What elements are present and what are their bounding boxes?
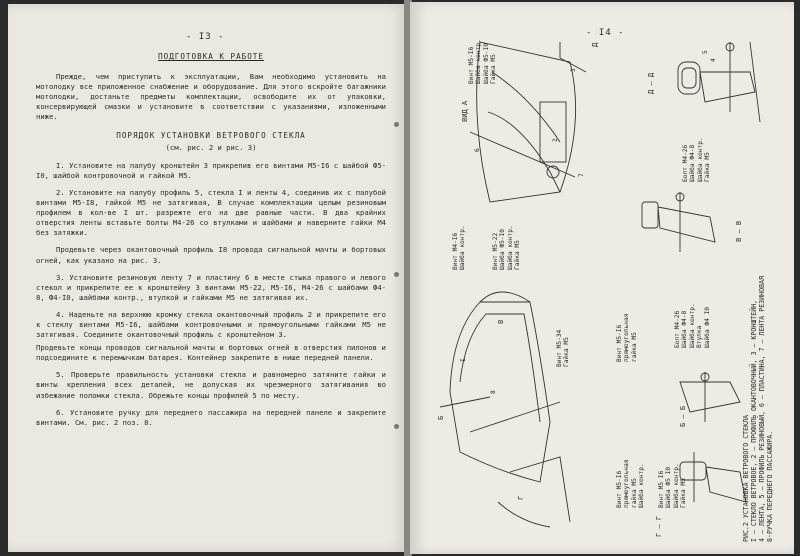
marker-g: Г: [517, 495, 525, 500]
callout-b1: Винт М5 I6 Шайба Ф5 I0 Шайба контр. Гайка М5: [658, 463, 688, 508]
section-heading: ПОРЯДОК УСТАНОВКИ ВЕТРОВОГО СТЕКЛА: [116, 130, 306, 140]
left-page-text: [36, 52, 386, 431]
windshield-deck-line: [470, 402, 560, 432]
left-page: [8, 4, 408, 552]
view-a-label: ВИД А: [461, 100, 469, 122]
step-paragraph: 6. Установите ручку для переднего пассажира на передней панеле и закрепите винтами. См. рис. 2 поз. 8.: [36, 407, 386, 427]
view-a-profile: [488, 112, 560, 192]
section-gg-plate: [706, 467, 746, 502]
section-vv-label: В – В: [735, 220, 743, 242]
section-dd-inner: [682, 68, 696, 88]
section-b-cut: [440, 397, 490, 407]
windshield-top: [480, 292, 530, 302]
section-gg-label: Г – Г: [655, 515, 663, 537]
part-number: 2: [552, 138, 559, 142]
page-heading: ПОДГОТОВКА К РАБОТЕ: [158, 52, 264, 61]
right-page: [410, 2, 794, 554]
figure-caption: РИС.2 УСТАНОВКА ВЕТРОВОГО СТЕКЛА I – СТЕКЛО ВЕТРОВОЕ, 2 – ПРОФИЛЬ ОКАНТОВОЧНЫЙ, 3 – КРОНШТЕЙН, 4 – ЛЕНТА, 5 – ПРОФИЛЬ РЕЗИНОВЫЙ, 6 – ПЛАСТИНА, 7 – ЛЕНТА РЕЗИНОВАЯ 8-РУЧКА ПЕРЕДНЕГО ПАССАЖИРА.: [742, 276, 774, 542]
page-number-left: - I3 -: [186, 32, 225, 42]
section-bb-profile: [680, 382, 740, 412]
part-number: 5: [702, 50, 709, 54]
section-reference: (см. рис. 2 и рис. 3): [165, 142, 257, 152]
part-number: 4: [710, 58, 717, 62]
binding-hole: [394, 122, 399, 127]
windshield-frame: [450, 302, 550, 482]
marker-v: В: [497, 319, 505, 324]
callout-a1: Винт М5-I6 Шайба контр. Шайба Ф5-I0 Гайка М5: [468, 39, 498, 84]
marker-b: Б: [437, 415, 445, 420]
hull-bottom: [498, 502, 550, 527]
section-vv-plate: [658, 207, 715, 242]
part-number: I: [460, 358, 467, 362]
part-number: 3: [570, 68, 577, 72]
view-a-glass-edge: [492, 72, 560, 142]
section-bb-label: Б – Б: [679, 405, 687, 427]
callout-v3: Болт М4-26 Шайба Ф4-8 Шайба контр. Втулка Шайба Ф4 I0: [674, 303, 711, 348]
binding-hole: [394, 424, 399, 429]
marker-d: Д: [591, 42, 599, 47]
callout-v1: Винт М5-22 Шайба Ф5-I0 Шайба контр. Гайка М5: [492, 225, 522, 270]
part-number: 8: [490, 390, 497, 394]
intro-paragraph: Прежде, чем приступить к эксплуатации, Вам необходимо установить на мотолодку все приложенное снабжение и оборудование. Для этого вскройте багажники мотолодки, достаньте предметы комплектации, освободите их от упаковки, консервирующей смазки и установите в соответствии с указаниями, изложенными ниже.: [36, 72, 386, 122]
part-number: 6: [474, 148, 481, 152]
section-dd-band: [700, 72, 755, 102]
windshield-inner: [460, 314, 540, 422]
binding-hole: [394, 272, 399, 277]
step-paragraph: Продевьте концы проводов сигнальной мачты и бортовых огней в отверстия пилонов и подсоедините к перемычкам батарея. Контейнер закрепите в нише передней панели.: [36, 343, 386, 363]
section-dd-glass: [750, 42, 760, 122]
step-paragraph: 3. Установите резиновую ленту 7 и пластину 6 в месте стыка правого и левого стекол и прикрепите ее к кронштейну 3 винтами М5-22, М5-I6, М4-26 с шайбами Ф4-8, Ф4-I0, шайбами контр., втулкой и гайками М5 не затягивая их.: [36, 272, 386, 302]
part-number: 7: [578, 173, 585, 177]
step-paragraph: 5. Проверьте правильность установки стекла и равномерно затяните гайки и винты крепления всех деталей, не допуская их чрезмерного затягивания во избежание поломки стекла. Обрежьте концы профилей 5 по месту.: [36, 370, 386, 400]
step-paragraph: I. Установите на палубу кронштейн 3 прикрепив его винтами М5-I6 с шайбой Ф5-I0, шайбой контровочной и гайкой М5.: [36, 160, 386, 180]
page-number-right: - I4 -: [586, 28, 625, 38]
technical-drawing: [410, 2, 794, 554]
section-dd-label: Д – Д: [647, 72, 655, 94]
callout-d1: Болт М4-26 Шайба Ф4-8 Шайба контр. Гайка М5: [682, 137, 712, 182]
step-paragraph: Продевьте через окантовочный профиль I8 провода сигнальной мачты и бортовых огней, как указано на рис. 3.: [36, 245, 386, 265]
callout-m34: Винт М5-34 Гайка М5: [556, 329, 571, 367]
step-paragraph: 2. Установите на палубу профиль 5, стекла I и ленты 4, соединив их с палубой винтами М5-I8, гайкой М5 не затягивая, В случае комплектации целым резиновым профилем в кол-ве I шт. разрежте его на две равные части. В два крайних отверстия ленты вставьте болты М4-26 со втулками и шайбами и наверните гайки М4 без затяжки.: [36, 187, 386, 238]
step-paragraph: 4. Наденьте на верхнюю кромку стекла окантовочный профиль 2 и прикрепите его к стеклу винтами М5-I6, шайбами контровочными и прямоугольными гайками М5 не затягивая. Соедините окантовочный профиль с кронштейном 3.: [36, 309, 386, 340]
callout-b2: Винт М5-I6 прямоугольная гайка М5 Шайба контр.: [616, 459, 646, 508]
deck-edge: [510, 457, 570, 522]
section-vv-clip: [642, 202, 658, 228]
windshield-figure: [410, 2, 794, 554]
section-dd-profile: [678, 62, 700, 94]
callout-v2: Винт М5-I6 прямоугольная гайка М5: [616, 313, 638, 362]
callout-a2: Винт М4-I6 Шайба контр.: [452, 225, 467, 270]
